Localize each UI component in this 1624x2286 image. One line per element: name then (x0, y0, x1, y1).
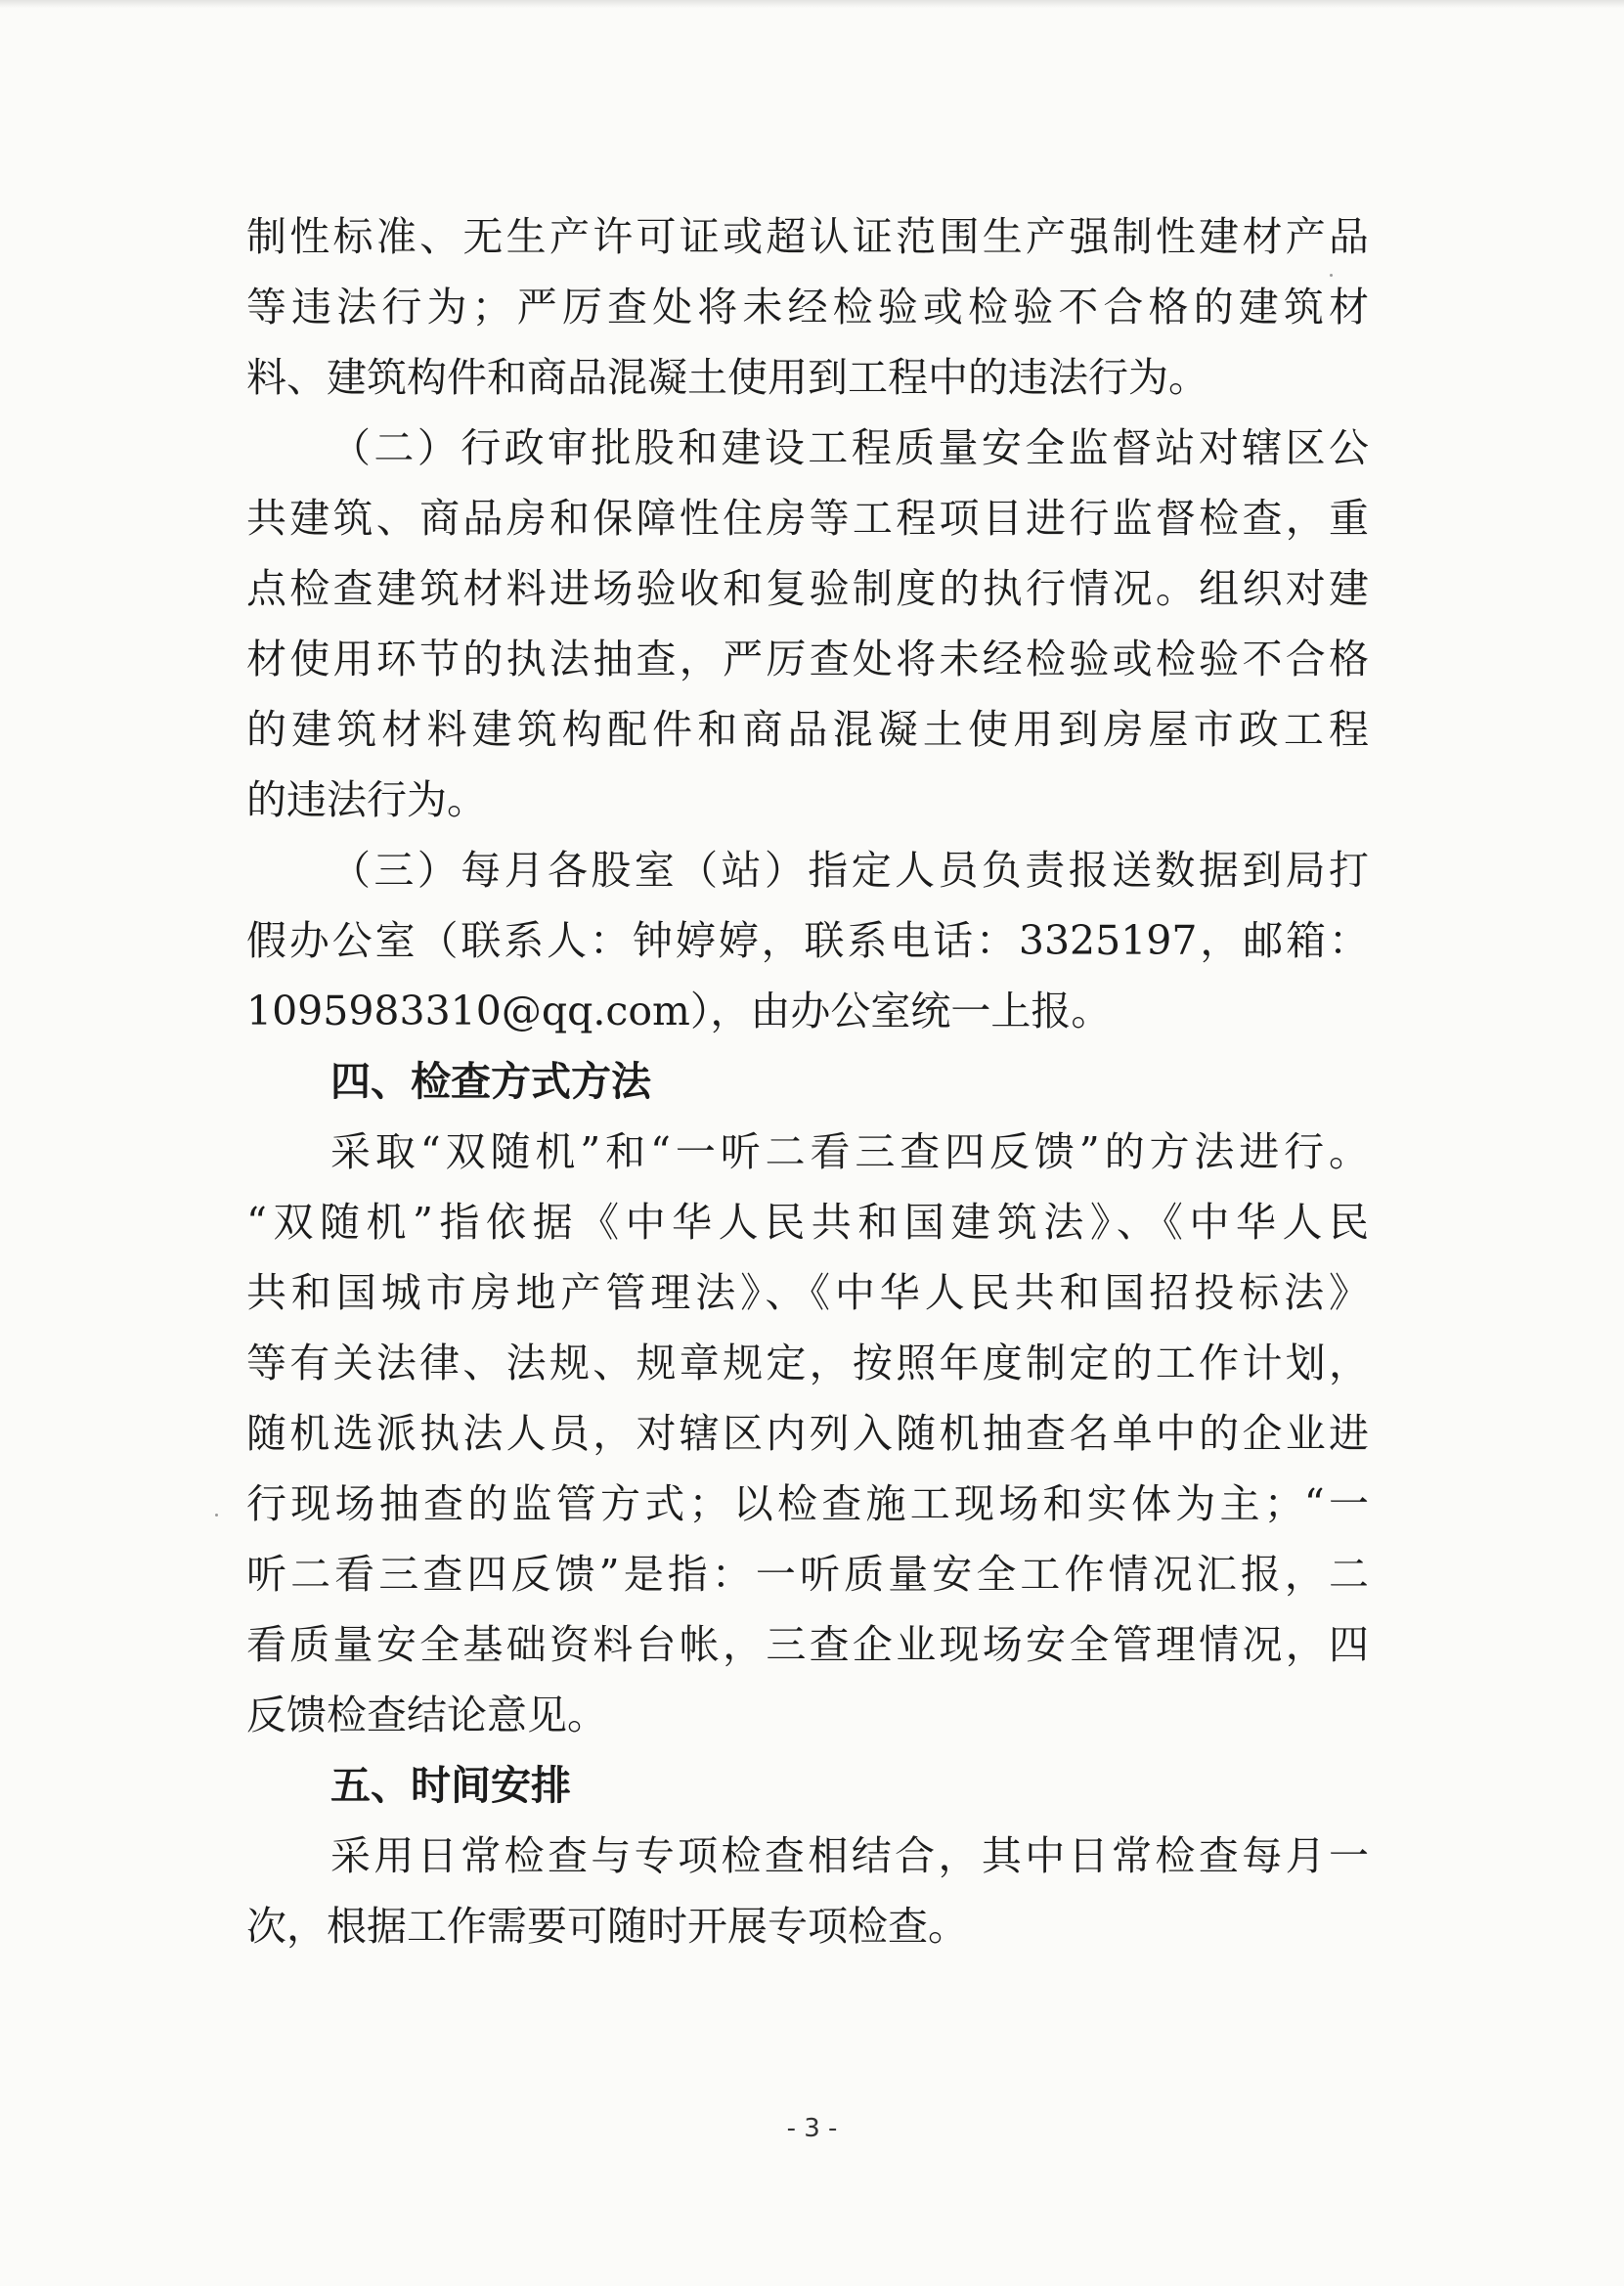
text-line: （三）每月各股室（站）指定人员负责报送数据到局打 (330, 847, 1369, 894)
text-line: 次，根据工作需要可随时开展专项检查。 (246, 1903, 968, 1950)
scan-speck (1330, 274, 1333, 277)
text-line: 共建筑、商品房和保障性住房等工程项目进行监督检查，重 (246, 495, 1369, 542)
text-line: 等违法行为；严厉查处将未经检验或检验不合格的建筑材 (246, 284, 1369, 330)
text-line: 点检查建筑材料进场验收和复验制度的执行情况。组织对建 (246, 565, 1369, 612)
text-line: 看质量安全基础资料台帐，三查企业现场安全管理情况，四 (246, 1621, 1369, 1668)
text-line: 共和国城市房地产管理法》、《中华人民共和国招投标法》 (246, 1269, 1369, 1316)
document-body (246, 201, 1369, 1961)
section-heading: 四、检查方式方法 (330, 1058, 651, 1105)
text-line: （二）行政审批股和建设工程质量安全监督站对辖区公 (330, 424, 1369, 471)
text-line: “双随机”指依据《中华人民共和国建筑法》、《中华人民 (246, 1199, 1369, 1246)
section-heading: 五、时间安排 (330, 1762, 571, 1809)
text-line: 等有关法律、法规、规章规定，按照年度制定的工作计划， (246, 1340, 1369, 1386)
scan-edge (0, 0, 1624, 8)
text-line: 随机选派执法人员，对辖区内列入随机抽查名单中的企业进 (246, 1410, 1369, 1457)
text-line: 采取“双随机”和“一听二看三查四反馈”的方法进行。 (330, 1128, 1369, 1175)
text-line: 听二看三查四反馈”是指：一听质量安全工作情况汇报，二 (246, 1551, 1369, 1598)
text-line: 采用日常检查与专项检查相结合，其中日常检查每月一 (330, 1832, 1369, 1879)
page-number: - 3 - (786, 2114, 838, 2143)
text-line: 的违法行为。 (246, 776, 487, 823)
scan-speck (215, 1514, 218, 1517)
text-line: 料、建筑构件和商品混凝土使用到工程中的违法行为。 (246, 354, 1208, 401)
text-line: 材使用环节的执法抽查，严厉查处将未经检验或检验不合格 (246, 636, 1369, 682)
text-line: 假办公室（联系人：钟婷婷，联系电话：3325197，邮箱： (246, 917, 1369, 964)
text-line: 的建筑材料建筑构配件和商品混凝土使用到房屋市政工程 (246, 706, 1369, 753)
text-line: 反馈检查结论意见。 (246, 1692, 607, 1738)
text-line: 行现场抽查的监管方式；以检查施工现场和实体为主；“一 (246, 1480, 1369, 1527)
text-line: 1095983310@qq.com），由办公室统一上报。 (246, 988, 1112, 1034)
text-line: 制性标准、无生产许可证或超认证范围生产强制性建材产品 (246, 213, 1369, 260)
